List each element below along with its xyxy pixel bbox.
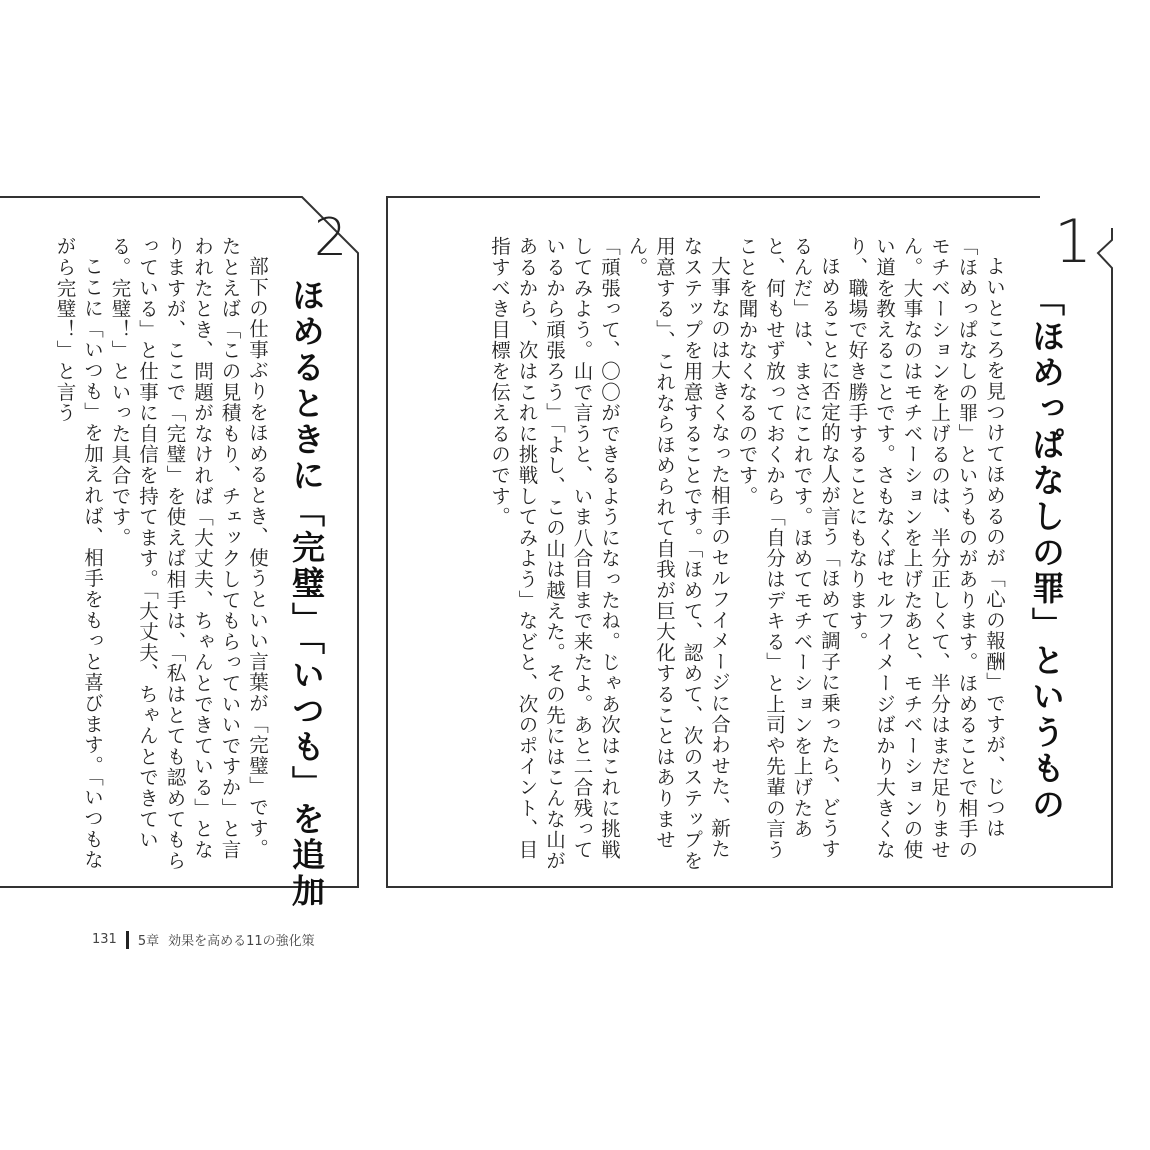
page-footer <box>92 930 315 949</box>
section1-paragraph: ほめることに否定的な人が言う「ほめて調子に乗ったら、どうするんだ」は、まさにこれです。ほめてモチベーションを上げたあと、何もせず放っておくから「自分はデキる」と上司や先輩の言うことを聞かなくなるのです。 <box>735 236 841 860</box>
section1-title: 「ほめっぱなしの罪」というもの <box>1027 283 1066 823</box>
section1-body <box>408 236 1008 876</box>
section1-paragraph: 大事なのは大きくなった相手のセルフイメージに合わせた、新たなステップを用意することです。「ほめて、認めて、次のステップを用意する」、これならほめられて自我が巨大化することはありません。 <box>625 236 731 872</box>
footer-divider <box>126 931 129 949</box>
section2-title: ほめるときに「完璧」「いつも」を追加 <box>287 278 326 910</box>
section2-number: 2 <box>314 208 348 268</box>
chapter-label: 5章 <box>137 934 160 949</box>
section1-paragraph: 「頑張って、〇〇ができるようになったね。じゃあ次はこれに挑戦してみよう。山で言うと、いま八合目まで来たよ。あと二合残っているから頑張ろう」「よし、この山は越えた。その先にはこんな山があるから、次はこれに挑戦してみよう」などと、次のポイント、目指すべき目標を伝えるのです。 <box>488 236 621 872</box>
page-number: 131 <box>92 932 117 947</box>
section2-paragraph: ここに「いつも」を加えれば、相手をもっと喜びます。「いつもながら完璧！」と言う <box>53 236 104 870</box>
section1-number: 1 <box>1054 207 1093 277</box>
chapter-title: 効果を高める11の強化策 <box>168 934 315 949</box>
section2-paragraph: 部下の仕事ぶりをほめるとき、使うといい言葉が「完璧」です。たとえば「この見積もり、チェックしてもらっていいですか」と言われたとき、問題がなければ「大丈夫、ちゃんとできている」となりますが、ここで「完璧」を使えば相手は、「私はとても認めてもらっている」と仕事に自信を持てます。「大丈夫、ちゃんとできている。完璧！」といった具合です。 <box>108 236 269 872</box>
section1-paragraph: よいところを見つけてほめるのが「心の報酬」ですが、じつは「ほめっぱなしの罪」というものがあります。ほめることで相手のモチベーションを上げるのは、半分正しくて、半分はまだ足りません。大事なのはモチベーションを上げたあと、モチベーションの使い道を教えることです。さもなくばセルフイメージばかり大きくなり、職場で好き勝手することにもなります。 <box>845 236 1006 860</box>
section2-body <box>53 236 271 876</box>
